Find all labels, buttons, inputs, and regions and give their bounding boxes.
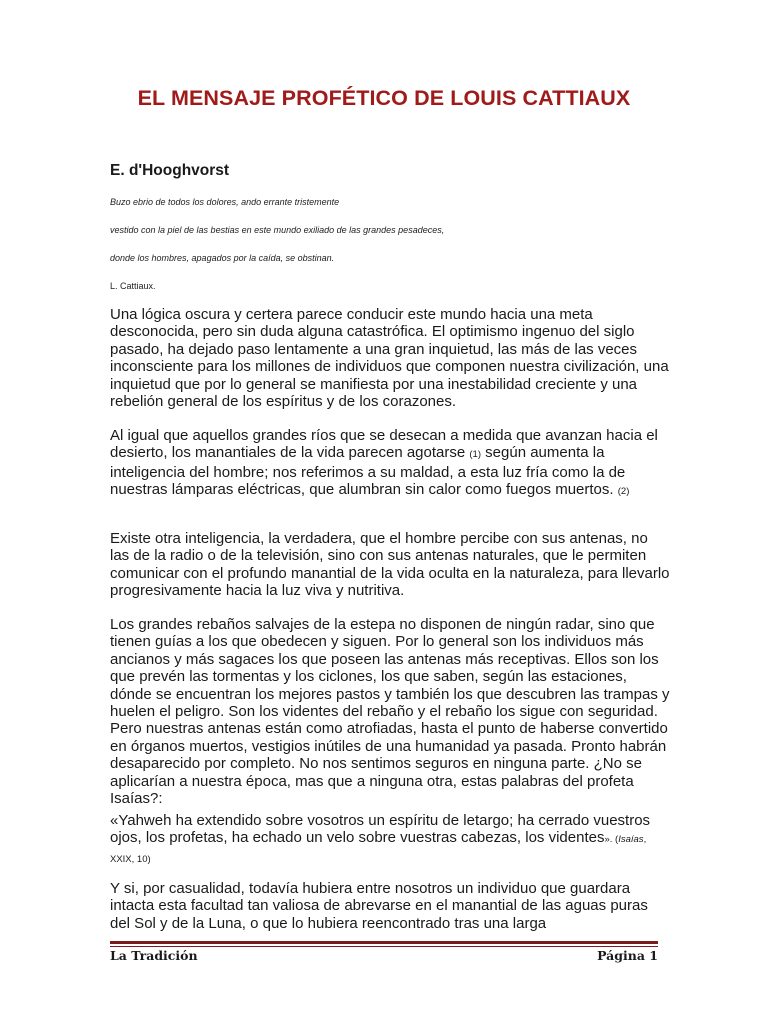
citation-open: ». ( [604, 834, 619, 846]
paragraph [110, 427, 670, 501]
paragraph: Los grandes rebaños salvajes de la estepa no disponen de ningún radar, sino que tienen guías a los que obedecen y siguen. Por lo general son los individuos más ancianos y más sagaces los que poseen las antenas más receptivas. Ellos son los que prevén las tormentas y los ciclones, los que saben, según las estaciones, dónde se encuentran los mejores pastos y también los que descubren las trampas y huelen el peligro. Son los videntes del rebaño y el rebaño los sigue con seguridad. Pero nuestras antenas están como atrofiadas, hasta el punto de haberse convertido en órganos muertos, vestigios inútiles de una humanidad ya pasada. Pronto habrán desaparecido por completo. No nos sentimos seguros en ninguna parte. ¿No se aplicarían a nuestra época, mas que a ninguna otra, estas palabras del profeta Isaías?: [110, 616, 670, 808]
paragraph: Una lógica oscura y certera parece conducir este mundo hacia una meta desconocida, pero sin duda alguna catastrófica. El optimismo ingenuo del siglo pasado, ha dejado paso lentamente a una gran inquietud, las más de las veces inconsciente para los millones de individuos que componen nuestra civilización, una inquietud que por lo general se manifiesta por una inestabilidad creciente y una rebelión general de los espíritus y de los corazones. [110, 306, 669, 411]
epigraph-line: Buzo ebrio de todos los dolores, ando errante tristemente [110, 197, 340, 207]
paragraph-text: Al igual que aquellos grandes ríos que se desecan a medida que avanzan hacia el desierto, los manantiales de la vida parecen agotarse [110, 427, 658, 462]
quote-paragraph [110, 812, 670, 868]
paragraph: Existe otra inteligencia, la verdadera, que el hombre percibe con sus antenas, no las de la radio o de la televisión, sino con sus antenas naturales, que le permiten comunicar con el profundo manantial de la vida oculta en la naturaleza, para llevarlo progresivamente hacia la luz viva y nutritiva. [110, 530, 670, 600]
paragraph-text: según aumenta la inteligencia del hombre; nos referimos a su maldad, a esta luz fría como la de nuestras lámparas eléctricas, que alumbran sin calor como fuegos muertos. [110, 444, 626, 499]
page-title: EL MENSAJE PROFÉTICO DE LOUIS CATTIAUX [137, 86, 631, 110]
footer-page-number: Página 1 [597, 948, 658, 963]
citation-ref: , XXIX, 10) [110, 834, 647, 865]
epigraph-line: vestido con la piel de las bestias en este mundo exiliado de las grandes pesadeces, [110, 225, 445, 235]
footer-rule-thin [110, 946, 658, 947]
author-name: E. d'Hooghvorst [110, 162, 230, 179]
citation-book: Isaías [618, 834, 644, 846]
quote-text: «Yahweh ha extendido sobre vosotros un espíritu de letargo; ha cerrado vuestros ojos, los profetas, ha echado un velo sobre vuestras cabezas, los videntes [110, 812, 651, 847]
footnote-ref[interactable]: (2) [617, 486, 630, 498]
footnote-ref[interactable]: (1) [469, 449, 482, 461]
footer-publication: La Tradición [110, 948, 198, 963]
epigraph-line: donde los hombres, apagados por la caída, se obstinan. [110, 253, 335, 263]
paragraph: Y si, por casualidad, todavía hubiera entre nosotros un individuo que guardara intacta esta facultad tan valiosa de abrevarse en el manantial de las aguas puras del Sol y de la Luna, o que lo hubiera reencontrado tras una larga [110, 880, 648, 932]
epigraph-attribution: L. Cattiaux. [110, 281, 156, 291]
footer-rule-thick [110, 941, 658, 944]
